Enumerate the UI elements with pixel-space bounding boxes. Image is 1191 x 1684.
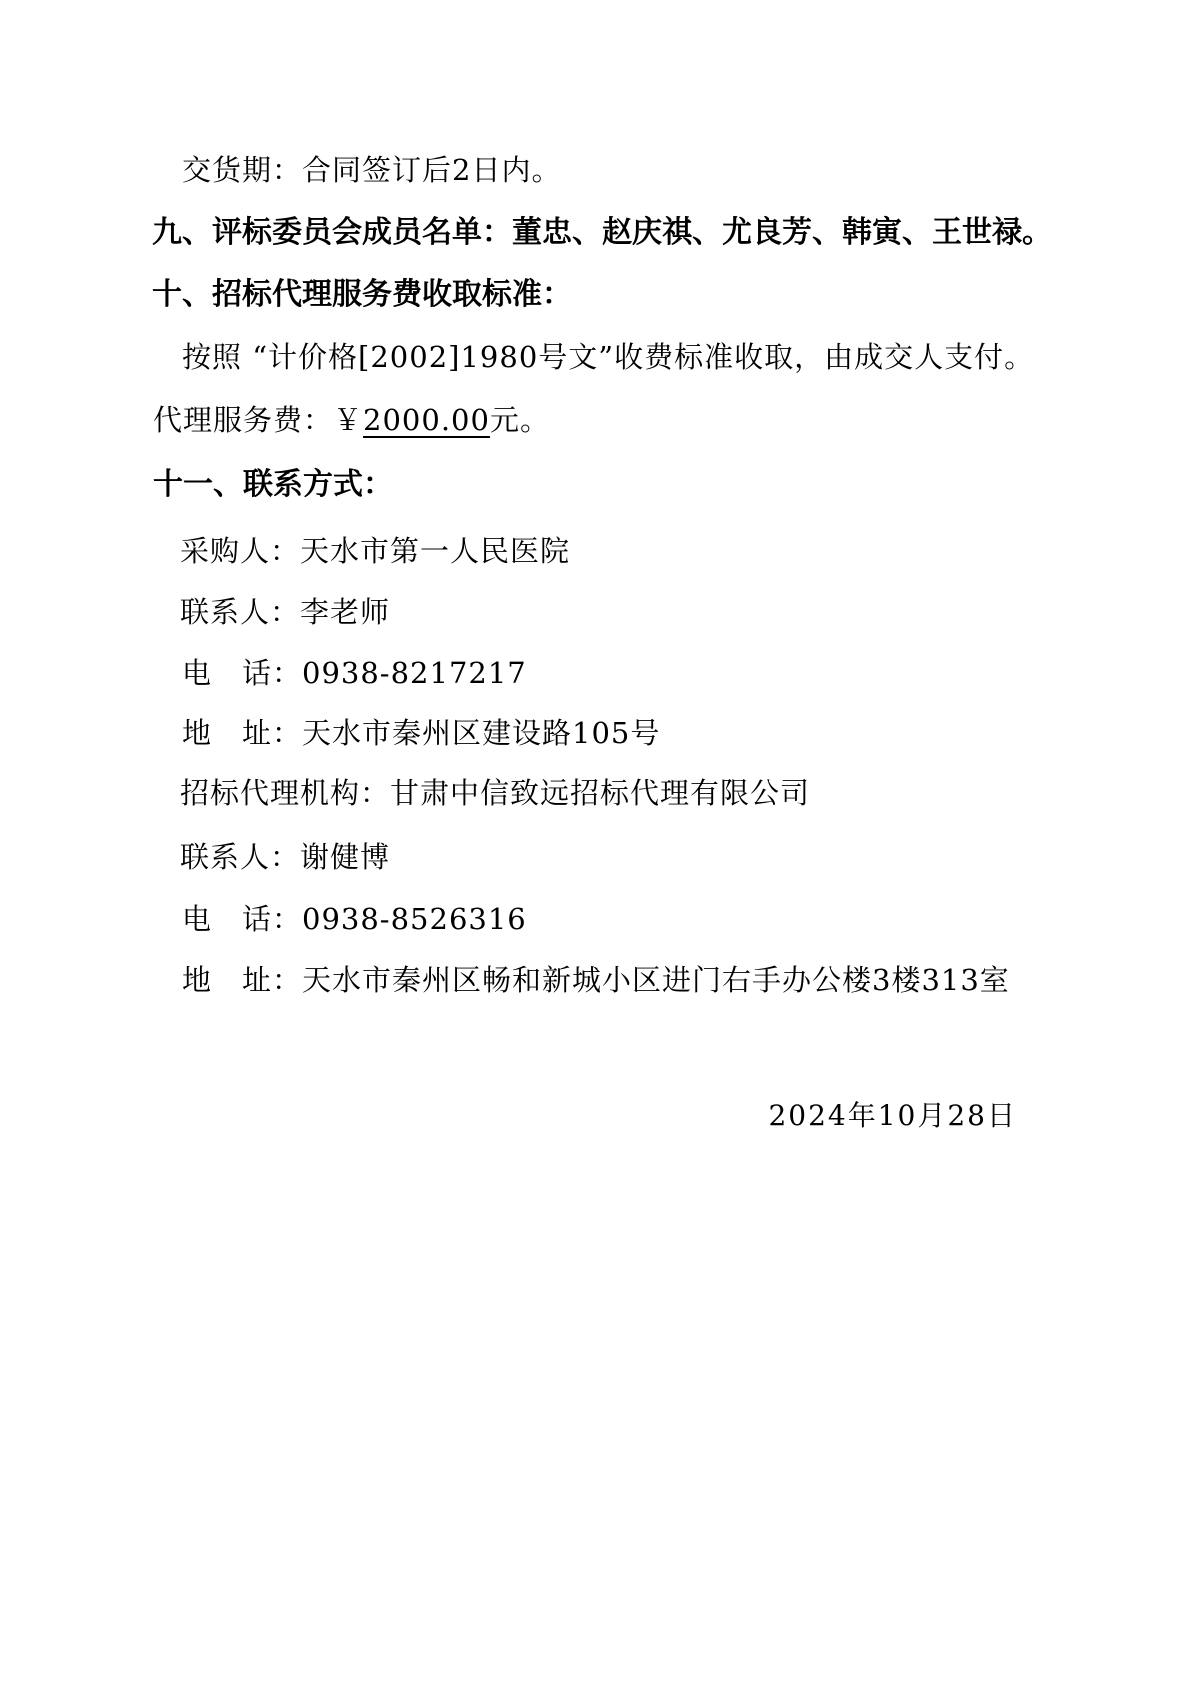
purchaser-address-line: 地 址：天水市秦州区建设路105号: [182, 716, 661, 750]
section-9-evaluation-committee-heading: 九、评标委员会成员名单：董忠、赵庆祺、尤良芳、韩寅、王世禄。: [152, 215, 1052, 250]
agency-phone-line: 电 话：0938-8526316: [182, 902, 527, 936]
agency-fee-prefix: 代理服务费：￥: [153, 403, 364, 437]
purchaser-line: 采购人：天水市第一人民医院: [180, 534, 571, 568]
agency-name-line: 招标代理机构：甘肃中信致远招标代理有限公司: [180, 776, 811, 810]
document-date: 2024年10月28日: [768, 1099, 1017, 1132]
agency-contact-person-line: 联系人：谢健博: [180, 840, 391, 874]
agency-address-line: 地 址：天水市秦州区畅和新城小区进门右手办公楼3楼313室: [182, 963, 1010, 997]
purchaser-contact-person-line: 联系人：李老师: [180, 595, 391, 629]
section-10-agency-fee-heading: 十、招标代理服务费收取标准：: [152, 277, 572, 312]
section-11-contact-heading: 十一、联系方式：: [153, 467, 393, 502]
agency-fee-line: [153, 403, 550, 437]
fee-basis-line: 按照 “计价格[2002]1980号文”收费标准收取，由成交人支付。: [182, 340, 1035, 374]
agency-fee-amount: 2000.00: [363, 403, 490, 437]
agency-fee-suffix: 元。: [489, 403, 550, 437]
purchaser-phone-line: 电 话：0938-8217217: [182, 656, 527, 690]
delivery-period-line: 交货期：合同签订后2日内。: [182, 153, 562, 187]
